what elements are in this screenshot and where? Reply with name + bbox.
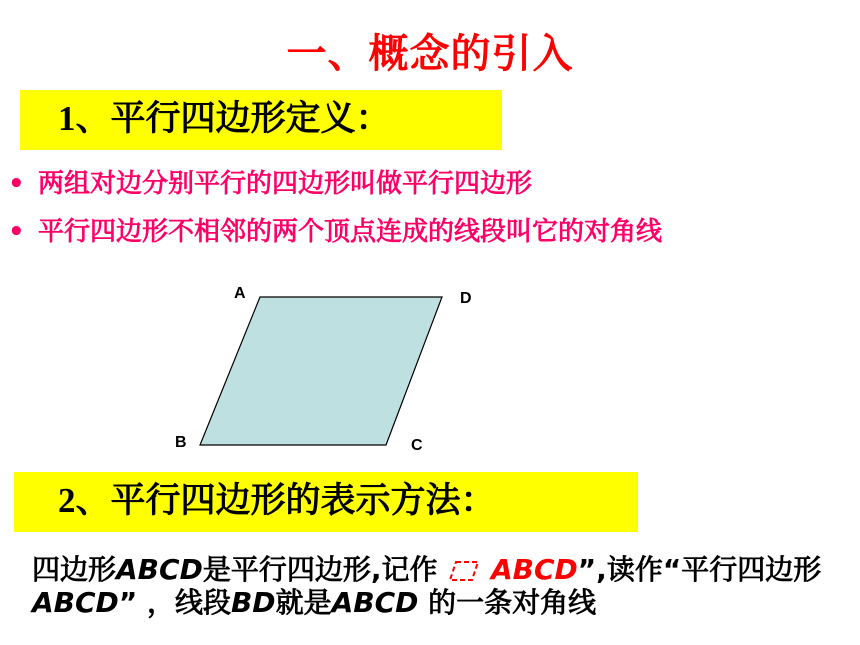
notation-symbol — [447, 553, 578, 586]
bullet-dot-icon: • — [8, 217, 25, 247]
diagonal-bullet — [8, 214, 662, 250]
desc-text: 就是 — [275, 586, 332, 619]
bullet-dot-icon: • — [8, 169, 25, 199]
section-number: 2 — [58, 481, 76, 520]
bullet-text: 两组对边分别平行的四边形叫做平行四边形 — [38, 169, 533, 199]
quad-name: ABCD — [331, 586, 419, 619]
vertex-label-c: C — [411, 437, 423, 454]
quad-name: ABCD — [116, 553, 203, 586]
desc-text: ” ，线段 — [118, 586, 231, 619]
vertex-label-a: A — [234, 285, 246, 302]
quad-name: ABCD — [32, 586, 119, 619]
page-title: 一、概念的引入 — [286, 31, 574, 77]
notation-description — [32, 553, 832, 619]
segment-name: BD — [230, 586, 276, 619]
vertex-label-d: D — [460, 290, 472, 307]
desc-text: ”,读作“平行四边形 — [577, 553, 822, 586]
desc-text: 的一条对角线 — [428, 586, 597, 619]
section-number: 1 — [58, 99, 76, 138]
parallelogram-symbol-icon — [447, 559, 481, 583]
parallelogram-figure — [170, 276, 490, 466]
parallelogram-shape — [200, 297, 442, 445]
definition-bullet — [8, 166, 532, 202]
notation-name: ABCD — [490, 553, 578, 586]
bullet-text: 平行四边形不相邻的两个顶点连成的线段叫它的对角线 — [38, 217, 663, 247]
desc-text: 四边形 — [32, 553, 117, 586]
section-label: 、平行四边形定义： — [75, 99, 391, 139]
section-heading-definition — [20, 90, 502, 150]
desc-text: 是平行四边形,记作 — [202, 553, 438, 586]
vertex-label-b: B — [175, 434, 187, 451]
section-heading-notation — [14, 472, 638, 532]
section-label: 、平行四边形的表示方法： — [75, 481, 496, 521]
